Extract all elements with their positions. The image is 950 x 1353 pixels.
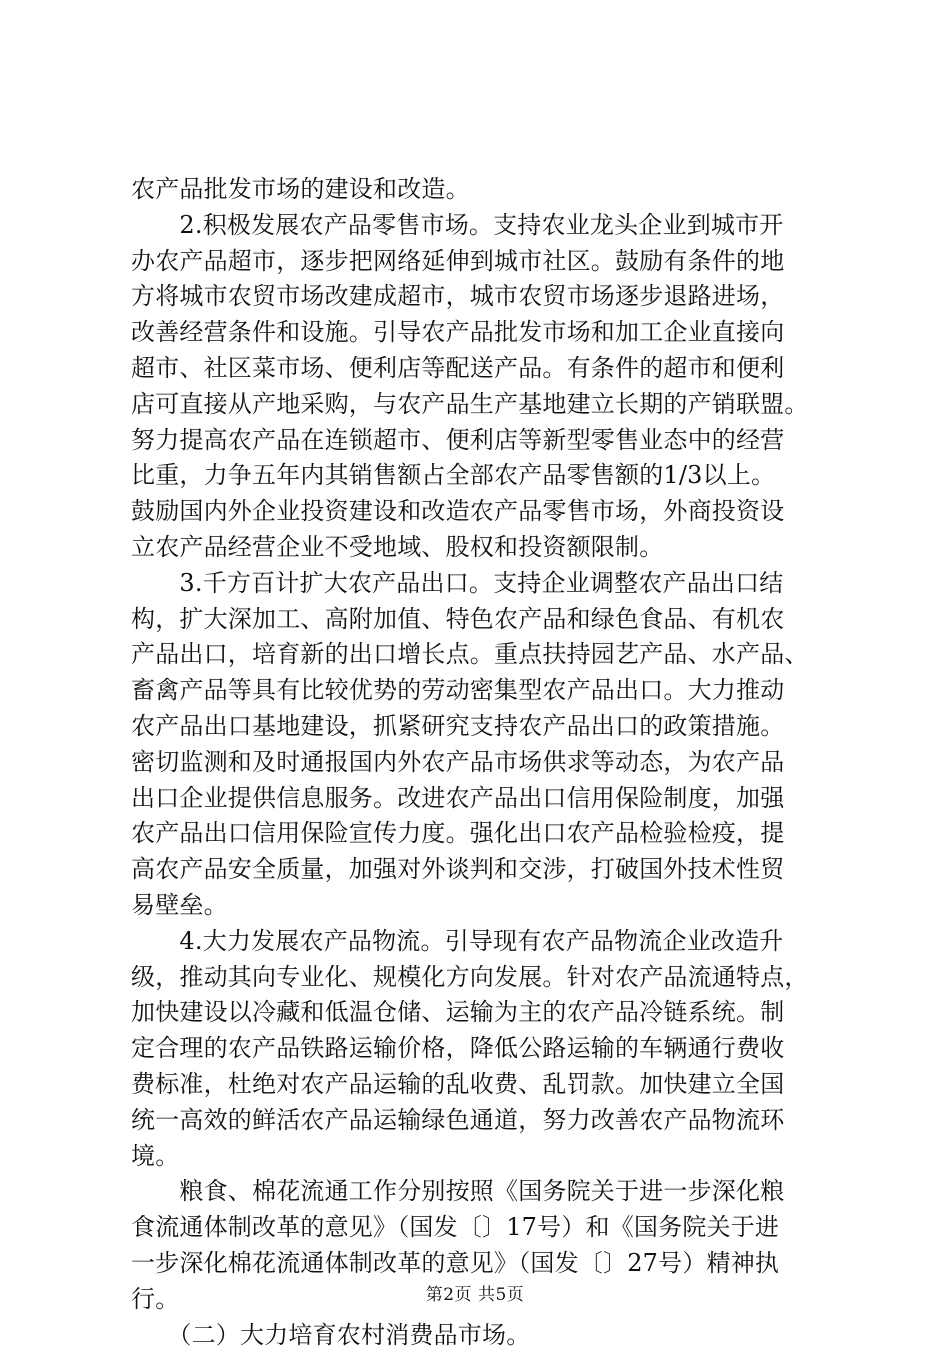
text-line: 超市、社区菜市场、便利店等配送产品。有条件的超市和便利 bbox=[131, 351, 831, 387]
text-line: 畜禽产品等具有比较优势的劳动密集型农产品出口。大力推动 bbox=[131, 673, 831, 709]
text-line: 办农产品超市，逐步把网络延伸到城市社区。鼓励有条件的地 bbox=[131, 244, 831, 280]
text-line: 定合理的农产品铁路运输价格，降低公路运输的车辆通行费收 bbox=[131, 1031, 831, 1067]
text-line: 比重，力争五年内其销售额占全部农产品零售额的1/3以上。 bbox=[131, 458, 831, 494]
text-line: 农产品出口信用保险宣传力度。强化出口农产品检验检疫，提 bbox=[131, 816, 831, 852]
text-line: 密切监测和及时通报国内外农产品市场供求等动态，为农产品 bbox=[131, 745, 831, 781]
text-line: 立农产品经营企业不受地域、股权和投资额限制。 bbox=[131, 530, 831, 566]
text-line: 粮食、棉花流通工作分别按照《国务院关于进一步深化粮 bbox=[131, 1174, 831, 1210]
text-line: 行。 bbox=[131, 1282, 831, 1318]
text-line: 3.千方百计扩大农产品出口。支持企业调整农产品出口结 bbox=[131, 566, 831, 602]
text-line: （二）大力培育农村消费品市场。 bbox=[131, 1318, 831, 1353]
text-line: 构，扩大深加工、高附加值、特色农产品和绿色食品、有机农 bbox=[131, 602, 831, 638]
text-line: 出口企业提供信息服务。改进农产品出口信用保险制度，加强 bbox=[131, 781, 831, 817]
text-line: 2.积极发展农产品零售市场。支持农业龙头企业到城市开 bbox=[131, 208, 831, 244]
text-line: 费标准，杜绝对农产品运输的乱收费、乱罚款。加快建立全国 bbox=[131, 1067, 831, 1103]
text-line: 级，推动其向专业化、规模化方向发展。针对农产品流通特点， bbox=[131, 960, 831, 996]
text-line: 高农产品安全质量，加强对外谈判和交涉，打破国外技术性贸 bbox=[131, 852, 831, 888]
text-line: 境。 bbox=[131, 1139, 831, 1175]
text-line: 产品出口，培育新的出口增长点。重点扶持园艺产品、水产品、 bbox=[131, 637, 831, 673]
text-line: 店可直接从产地采购，与农产品生产基地建立长期的产销联盟。 bbox=[131, 387, 831, 423]
text-line: 改善经营条件和设施。引导农产品批发市场和加工企业直接向 bbox=[131, 315, 831, 351]
text-line: 农产品出口基地建设，抓紧研究支持农产品出口的政策措施。 bbox=[131, 709, 831, 745]
text-line: 4.大力发展农产品物流。引导现有农产品物流企业改造升 bbox=[131, 924, 831, 960]
document-body bbox=[131, 172, 831, 1353]
text-line: 食流通体制改革的意见》（国发〔〕17号）和《国务院关于进 bbox=[131, 1210, 831, 1246]
text-line: 努力提高农产品在连锁超市、便利店等新型零售业态中的经营 bbox=[131, 423, 831, 459]
text-line: 农产品批发市场的建设和改造。 bbox=[131, 172, 831, 208]
text-line: 一步深化棉花流通体制改革的意见》（国发〔〕27号）精神执 bbox=[131, 1246, 831, 1282]
text-line: 易壁垒。 bbox=[131, 888, 831, 924]
text-line: 鼓励国内外企业投资建设和改造农产品零售市场，外商投资设 bbox=[131, 494, 831, 530]
text-line: 方将城市农贸市场改建成超市，城市农贸市场逐步退路进场， bbox=[131, 279, 831, 315]
text-line: 统一高效的鲜活农产品运输绿色通道，努力改善农产品物流环 bbox=[131, 1103, 831, 1139]
text-line: 加快建设以冷藏和低温仓储、运输为主的农产品冷链系统。制 bbox=[131, 995, 831, 1031]
page-number-footer: 第2页 共5页 bbox=[0, 1280, 950, 1305]
